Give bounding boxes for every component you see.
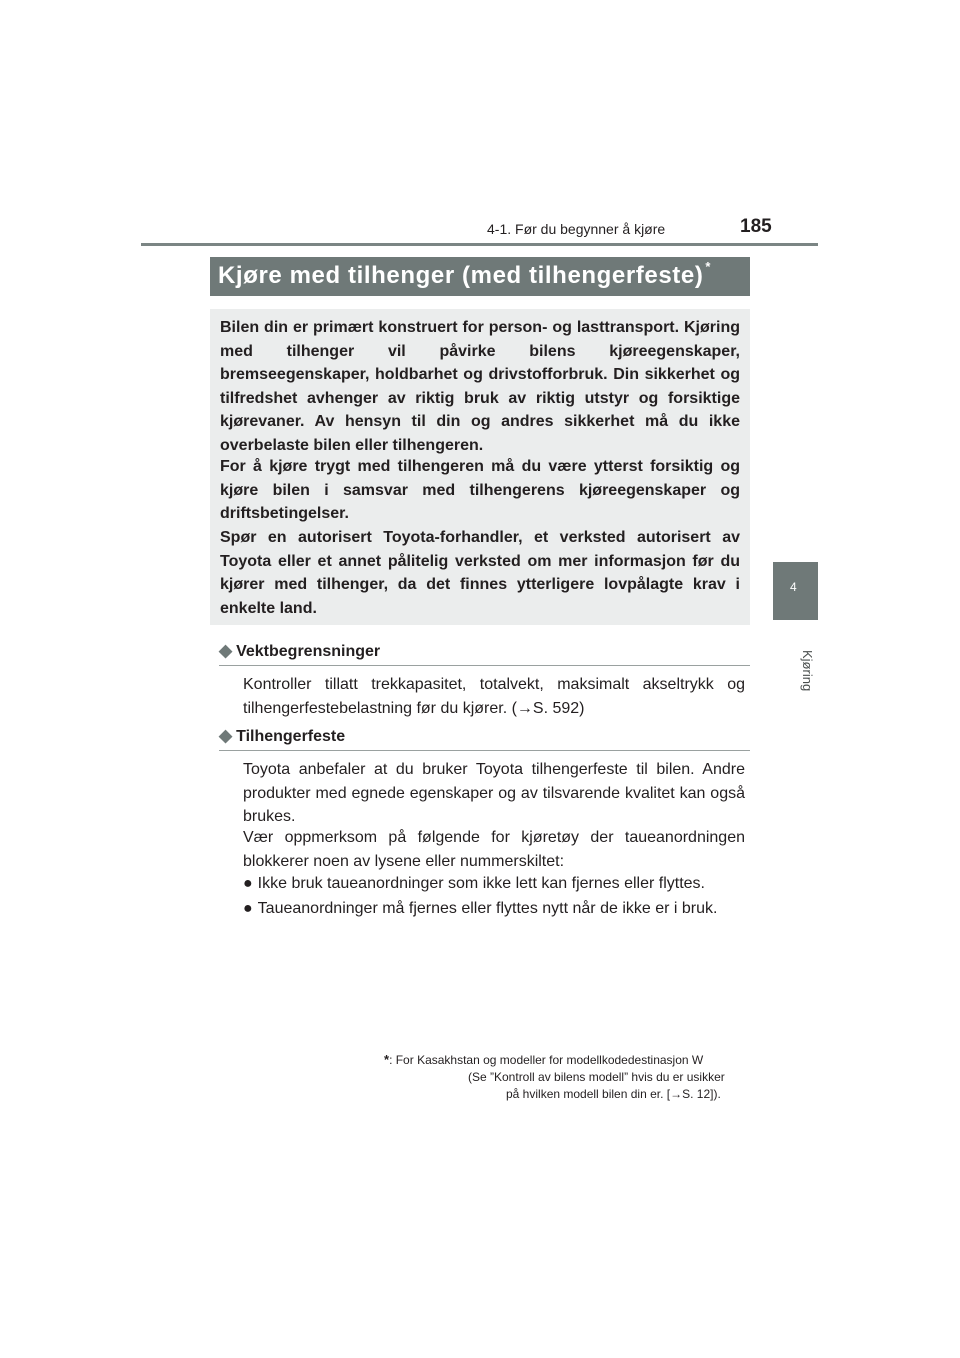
intro-paragraph: For å kjøre trygt med tilhengeren må du være ytterst forsiktig og kjøre bilen i samsvar med tilhengerens kjøreegenskaper og driftsbetingelser. bbox=[220, 458, 740, 523]
title-footnote-marker: * bbox=[705, 259, 712, 274]
header-section-title: 4-1. Før du begynner å kjøre bbox=[487, 221, 666, 237]
section-heading-text: Vektbegrensninger bbox=[236, 643, 381, 660]
bullet-icon: ● bbox=[243, 900, 253, 917]
body-paragraph: Vær oppmerksom på følgende for kjøretøy der taueanordningen blokkerer noen av lysene eller nummerskiltet: bbox=[243, 829, 745, 870]
page-title bbox=[218, 259, 712, 290]
diamond-icon: ◆ bbox=[219, 726, 233, 745]
list-item bbox=[243, 872, 705, 896]
footnote-text: : For Kasakhstan og modeller for modellkodedestinasjon W bbox=[389, 1053, 704, 1067]
footnote-marker: * bbox=[384, 1052, 390, 1067]
section-heading bbox=[219, 726, 345, 746]
footnote-line bbox=[384, 1052, 703, 1067]
list-item-text: Taueanordninger må fjernes eller flyttes nytt når de ikke er i bruk. bbox=[257, 900, 718, 917]
list-item-text: Ikke bruk taueanordninger som ikke lett kan fjernes eller flyttes. bbox=[257, 875, 705, 892]
section-heading-text: Tilhengerfeste bbox=[236, 728, 346, 745]
page-number: 185 bbox=[740, 216, 772, 237]
footnote-line: (Se ”Kontroll av bilens modell” hvis du er usikker bbox=[468, 1070, 725, 1084]
section-divider bbox=[219, 665, 750, 666]
list-item bbox=[243, 897, 717, 921]
section-divider bbox=[219, 750, 750, 751]
page-title-text: Kjøre med tilhenger (med tilhengerfeste) bbox=[218, 262, 704, 289]
footnote-line: på hvilken modell bilen din er. [→S. 12]). bbox=[506, 1087, 721, 1101]
section-heading bbox=[219, 641, 380, 661]
intro-paragraph: Bilen din er primært konstruert for person- og lasttransport. Kjøring med tilhenger vil påvirke bilens kjøreegenskaper, bremseegenskaper, holdbarhet og drivstofforbruk. Din sikkerhet og tilfredshet avhenger av riktig bruk av riktig utstyr og forsiktige kjørevaner. Av hensyn til din og andres sikkerhet må du ikke overbelaste bilen eller tilhengeren. bbox=[220, 319, 740, 454]
header-divider bbox=[141, 243, 818, 246]
chapter-number: 4 bbox=[790, 580, 797, 594]
intro-paragraph: Spør en autorisert Toyota-forhandler, et verksted autorisert av Toyota eller et annet pålitelig verksted om mer informasjon før du kjører med tilhenger, da det finnes ytterligere lovpålagte krav i enkelte land. bbox=[220, 529, 740, 617]
diamond-icon: ◆ bbox=[219, 641, 233, 660]
bullet-icon: ● bbox=[243, 875, 253, 892]
chapter-label: Kjøring bbox=[800, 650, 815, 692]
body-paragraph: Toyota anbefaler at du bruker Toyota tilhengerfeste til bilen. Andre produkter med egnede egenskaper og av tilsvarende kvalitet kan også brukes. bbox=[243, 761, 745, 825]
body-paragraph: Kontroller tillatt trekkapasitet, totalvekt, maksimalt akseltrykk og tilhengerfestebelastning før du kjører. (→S. 592) bbox=[243, 676, 745, 717]
